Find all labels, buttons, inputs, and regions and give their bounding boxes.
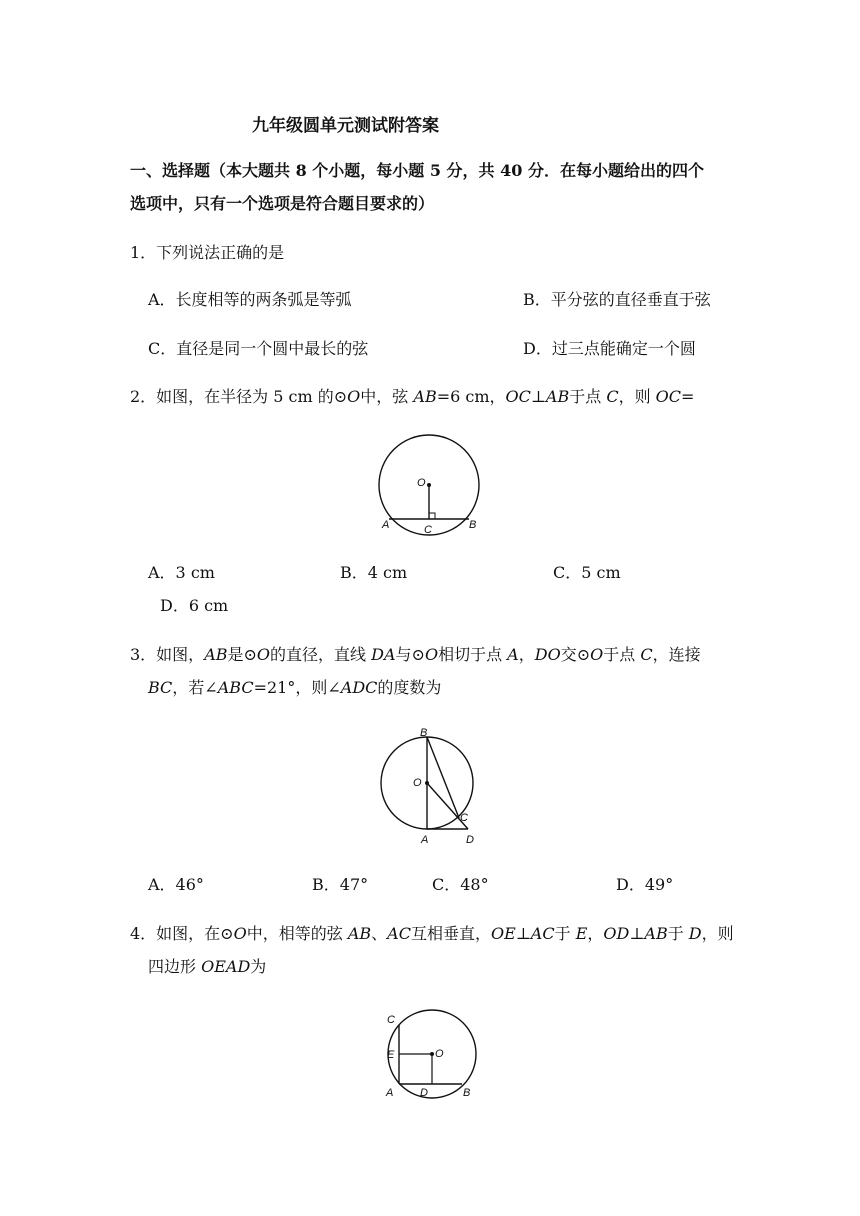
q2-option-b: B．4 cm: [340, 563, 408, 582]
q2-label-b: B: [469, 519, 477, 531]
q2-center-dot: [427, 483, 431, 487]
q2-label-c: C: [424, 524, 432, 536]
q3-label-a: A: [421, 834, 429, 846]
q3-label-d: D: [466, 834, 474, 846]
q1-stem: 1．下列说法正确的是: [130, 243, 285, 262]
q3-option-a: A．46°: [148, 875, 204, 894]
q2-label-a: A: [382, 519, 390, 531]
q3-label-o: O: [413, 777, 422, 789]
q3-label-b: B: [420, 727, 428, 739]
section-header-line1: 一、选择题（本大题共 8 个小题，每小题 5 分，共 40 分．在每小题给出的四个: [130, 161, 704, 180]
q1-option-b: B．平分弦的直径垂直于弦: [523, 290, 711, 309]
q3-option-d: D．49°: [616, 875, 674, 894]
section-header-line2: 选项中，只有一个选项是符合题目要求的）: [130, 194, 435, 213]
q3-figure: [370, 722, 500, 850]
q1-option-c: C．直径是同一个圆中最长的弦: [148, 339, 369, 358]
q3-segment-bc: [427, 737, 459, 818]
q2-label-o: O: [417, 477, 426, 489]
q2-stem: 2．如图，在半径为 5 cm 的⊙O中，弦 AB=6 cm，OC⊥AB于点 C，则 OC=: [130, 387, 695, 406]
q4-stem-line2: 四边形 OEAD为: [148, 957, 267, 976]
q3-option-b: B．47°: [312, 875, 369, 894]
q3-label-c: C: [460, 812, 468, 824]
q4-label-b: B: [463, 1087, 471, 1099]
q2-right-angle-mark: [429, 513, 435, 519]
q3-center-dot: [425, 781, 429, 785]
q2-figure: [370, 428, 500, 540]
q4-center-dot: [430, 1052, 434, 1056]
q4-label-o: O: [435, 1048, 444, 1060]
page-title: 九年级圆单元测试附答案: [252, 116, 439, 136]
q3-stem-line2: BC，若∠ABC=21°，则∠ADC的度数为: [148, 678, 442, 697]
q4-label-c: C: [387, 1014, 395, 1026]
q4-stem-line1: 4．如图，在⊙O中，相等的弦 AB、AC互相垂直，OE⊥AC于 E，OD⊥AB于 D，则: [130, 924, 734, 943]
q2-option-d: D．6 cm: [160, 596, 229, 615]
q2-option-a: A．3 cm: [148, 563, 215, 582]
q3-option-c: C．48°: [432, 875, 489, 894]
q1-option-d: D．过三点能确定一个圆: [523, 339, 696, 358]
q1-option-a: A．长度相等的两条弧是等弧: [148, 290, 352, 309]
q4-label-d: D: [420, 1087, 428, 1099]
q2-option-c: C．5 cm: [553, 563, 621, 582]
q3-stem-line1: 3．如图，AB是⊙O的直径，直线 DA与⊙O相切于点 A，DO交⊙O于点 C，连接: [130, 645, 701, 664]
q4-label-a: A: [386, 1087, 394, 1099]
q4-figure: [380, 1006, 490, 1102]
q4-label-e: E: [387, 1049, 395, 1061]
